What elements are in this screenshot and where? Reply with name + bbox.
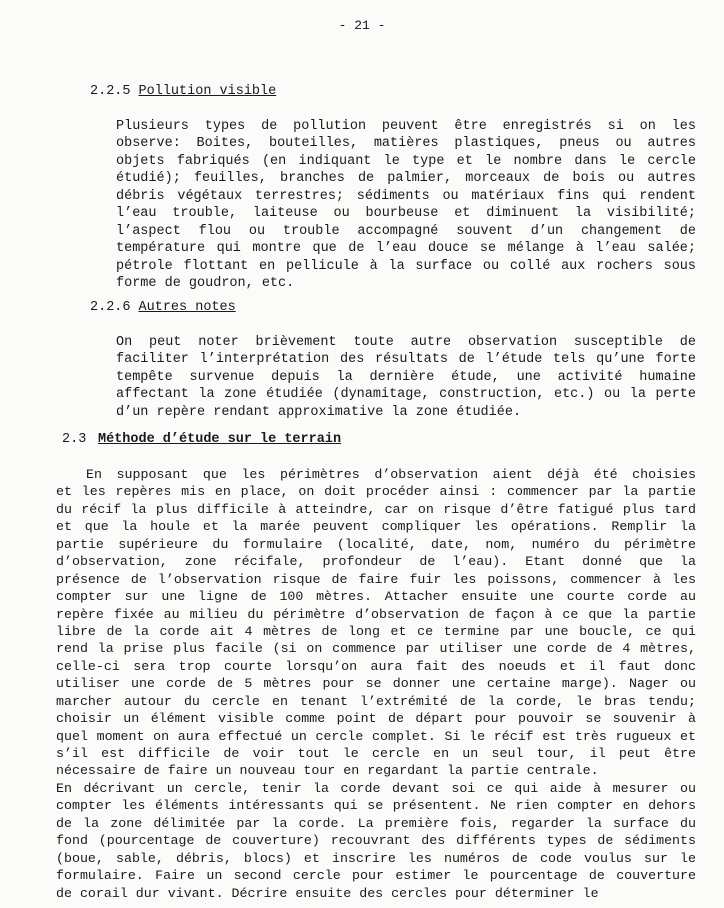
paragraph-methode-etude-lines [58, 466, 696, 902]
text-line: partie supérieure du formulaire (localité, date, nom, numéro du périmètre [56, 536, 696, 552]
text-line: présence de l’observation risque de faire fuir les poissons, commencer à les [56, 571, 696, 587]
text-line: marcher autour du cercle en tenant l’extrémité de la corde, le bras tendu; [56, 693, 696, 709]
text-line: fond (pourcentage de couverture) recouvrant des différents types de sédiments [56, 833, 696, 849]
text-line: (boue, sable, débris, blocs) et inscrire les numéros de code voulus sur le [56, 850, 696, 866]
text-line: tempête survenue depuis la dernière étude, une activité humaine [116, 369, 696, 385]
text-line: de corail dur vivant. Décrire ensuite des cercles pour déterminer le [56, 885, 599, 901]
text-line: et les repères mis en place, on doit procéder ainsi : commencer par la partie [56, 484, 696, 500]
text-line: choisir un élément visible comme point de départ pour pouvoir se souvenir à [56, 711, 696, 727]
text-line: Plusieurs types de pollution peuvent être enregistrés si on les [116, 119, 696, 134]
page-number: - 21 - [338, 18, 386, 33]
text-line: celle-ci sera trop courte lorsqu’on aura fait des noeuds et il faut donc [56, 658, 696, 674]
text-line: de la zone délimitée par la corde. La première fois, regarder la surface du [56, 815, 696, 831]
text-line: quel moment on aura effectué un cercle complet. Si le récif est très rugueux et [56, 728, 696, 744]
text-line: pétrole flottant en pellicule à la surface ou collé aux rochers sous [116, 258, 696, 274]
text-line: compter les éléments intéressants qui se présentent. Ne rien compter en dehors [56, 798, 696, 814]
text-line: forme de goudron, etc. [116, 275, 295, 291]
section-number: 2.3 [62, 432, 87, 447]
paragraph-pollution-visible [116, 118, 696, 292]
text-line: En décrivant un cercle, tenir la corde devant soi ce qui aide à mesurer ou [56, 780, 696, 796]
section-title: Autres notes [138, 300, 236, 315]
text-line: d’observation, zone récifale, profondeur de l’eau). Etant donné que la [56, 554, 696, 570]
text-line: libre de la corde ait 4 mètres de long et ce termine par une boucle, ce qui [56, 623, 696, 639]
text-line: l’aspect flou ou trouble accompagné souvent d’un changement de [116, 223, 696, 239]
text-line: débris végétaux terrestres; sédiments ou matériaux fins qui rendent [116, 188, 696, 204]
section-number: 2.2.5 [90, 84, 131, 99]
text-line: En supposant que les périmètres d’observation aient déjà été choisies [86, 467, 696, 482]
text-line: utiliser une corde de 5 mètres pour se donner une certaine marge). Nager ou [56, 676, 696, 692]
text-line: faciliter l’interprétation des résultats de l’étude tels qu’une forte [116, 352, 696, 368]
text-line: étudié); feuilles, branches de palmier, morceaux de bois ou autres [116, 171, 696, 187]
text-line: et que la houle et la marée peuvent compliquer les opérations. Remplir la [56, 519, 696, 535]
text-line: observe: Boites, bouteilles, matières plastiques, pneus ou autres [116, 136, 696, 152]
text-line: nécessaire de faire un nouveau tour en regardant la partie centrale. [56, 763, 599, 779]
text-line: température qui montre que de l’eau douce se mélange à l’eau salée; [116, 241, 696, 257]
section-number: 2.2.6 [90, 300, 131, 315]
text-line: rend la prise plus facile (si on commence par utiliser une corde de 4 mètres, [56, 641, 696, 657]
section-heading-2-2-5 [90, 84, 276, 99]
text-line: affectant la zone étudiée (dynamitage, construction, etc.) ou la perte [116, 387, 696, 403]
text-line: On peut noter brièvement toute autre observation susceptible de [116, 335, 696, 350]
paragraph-autres-notes [116, 334, 696, 421]
text-line: repère fixée au milieu du périmètre d’observation de façon à ce que la partie [56, 606, 696, 622]
section-heading-2-3 [62, 432, 341, 447]
section-heading-2-2-6 [90, 300, 236, 315]
text-line: l’eau trouble, laiteuse ou bourbeuse et diminuent la visibilité; [116, 206, 696, 222]
text-line: du récif la plus difficile à atteindre, car on risque d’être fatigué plus tard [56, 501, 696, 517]
section-title: Pollution visible [138, 84, 277, 99]
section-title: Méthode d’étude sur le terrain [98, 432, 342, 447]
text-line: compter sur une ligne de 100 mètres. Attacher ensuite une courte corde au [56, 589, 696, 605]
text-line: formulaire. Faire un second cercle pour estimer le pourcentage de couverture [56, 868, 696, 884]
text-line: s’il est difficile de voir tout le cercle en un seul tour, il peut être [56, 746, 696, 761]
text-line: objets fabriqués (en indiquant le type et le nombre dans le cercle [116, 153, 696, 169]
text-line: d’un repère rendant approximative la zone étudiée. [116, 404, 522, 420]
